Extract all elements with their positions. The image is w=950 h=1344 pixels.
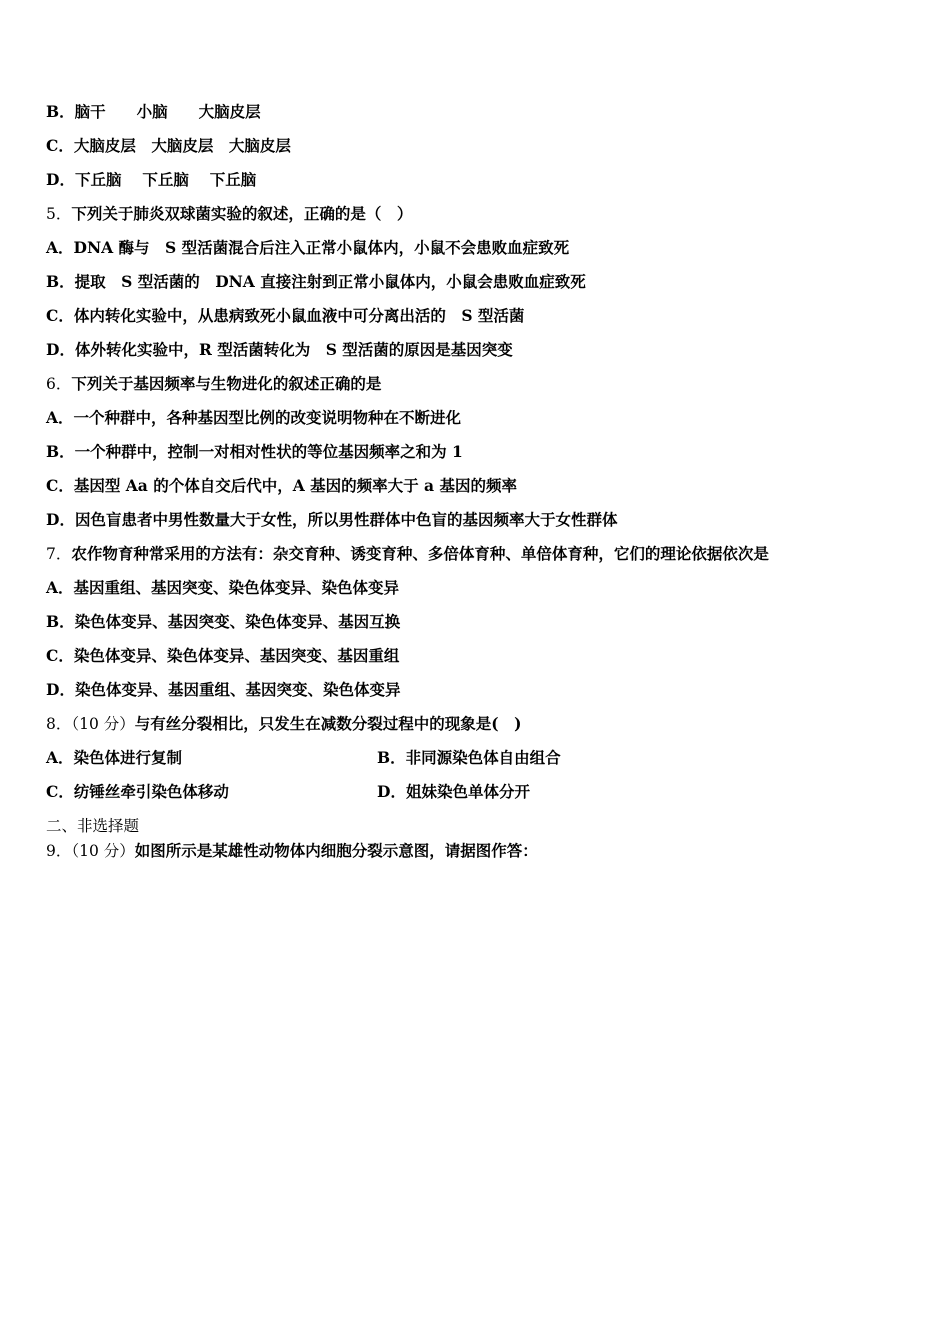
q7-stem: 农作物育种常采用的方法有：杂交育种、诱变育种、多倍体育种、单倍体育种，它们的理论依据依次是: [71, 544, 769, 563]
q7-number: 7．: [46, 545, 72, 563]
q8-option-d: D．姐妹染色单体分开: [377, 782, 530, 801]
q6-stem: 下列关于基因频率与生物进化的叙述正确的是: [71, 374, 382, 393]
q7-option-a: A．基因重组、基因突变、染色体变异、染色体变异: [46, 578, 400, 597]
q8-points: （10 分）: [71, 715, 135, 733]
q9-stem-line: [46, 841, 538, 861]
q5-stem-line: [46, 204, 412, 224]
q9-points: （10 分）: [71, 842, 135, 860]
q6-option-b: B．一个种群中，控制一对相对性状的等位基因频率之和为 1: [46, 442, 463, 461]
q6-option-d: D．因色盲患者中男性数量大于女性，所以男性群体中色盲的基因频率大于女性群体: [46, 510, 618, 529]
q8-option-c: C．纺锤丝牵引染色体移动: [46, 782, 229, 801]
q8-option-a: A．染色体进行复制: [46, 748, 183, 767]
q7-option-b: B．染色体变异、基因突变、染色体变异、基因互换: [46, 612, 401, 631]
q5-option-c: C．体内转化实验中，从患病致死小鼠血液中可分离出活的 S 型活菌: [46, 306, 525, 325]
q8-option-b: B．非同源染色体自由组合: [377, 748, 561, 767]
q4-option-d: D．下丘脑 下丘脑 下丘脑: [46, 170, 257, 189]
q7-option-d: D．染色体变异、基因重组、基因突变、染色体变异: [46, 680, 401, 699]
q8-stem: 与有丝分裂相比，只发生在减数分裂过程中的现象是( ): [134, 714, 522, 733]
q6-number: 6．: [46, 375, 72, 393]
q5-option-d: D．体外转化实验中，R 型活菌转化为 S 型活菌的原因是基因突变: [46, 340, 513, 359]
q5-option-b: B．提取 S 型活菌的 DNA 直接注射到正常小鼠体内，小鼠会患败血症致死: [46, 272, 586, 291]
q6-option-c: C．基因型 Aa 的个体自交后代中，A 基因的频率大于 a 基因的频率: [46, 476, 517, 495]
q8-number: 8．: [46, 715, 72, 733]
q7-stem-line: [46, 544, 769, 564]
q8-stem-line: [46, 714, 521, 734]
q7-option-c: C．染色体变异、染色体变异、基因突变、基因重组: [46, 646, 400, 665]
q9-number: 9．: [46, 842, 72, 860]
q4-option-b: B．脑干 小脑 大脑皮层: [46, 102, 261, 121]
q5-number: 5．: [46, 205, 72, 223]
q6-option-a: A．一个种群中，各种基因型比例的改变说明物种在不断进化: [46, 408, 462, 427]
q5-option-a: A．DNA 酶与 S 型活菌混合后注入正常小鼠体内，小鼠不会患败血症致死: [46, 238, 570, 257]
q5-stem: 下列关于肺炎双球菌实验的叙述，正确的是（ ）: [71, 204, 413, 223]
section-title: 二、非选择题: [46, 817, 140, 835]
q4-option-c: C．大脑皮层 大脑皮层 大脑皮层: [46, 136, 291, 155]
q6-stem-line: [46, 374, 381, 394]
q9-stem: 如图所示是某雄性动物体内细胞分裂示意图，请据图作答：: [134, 841, 538, 860]
